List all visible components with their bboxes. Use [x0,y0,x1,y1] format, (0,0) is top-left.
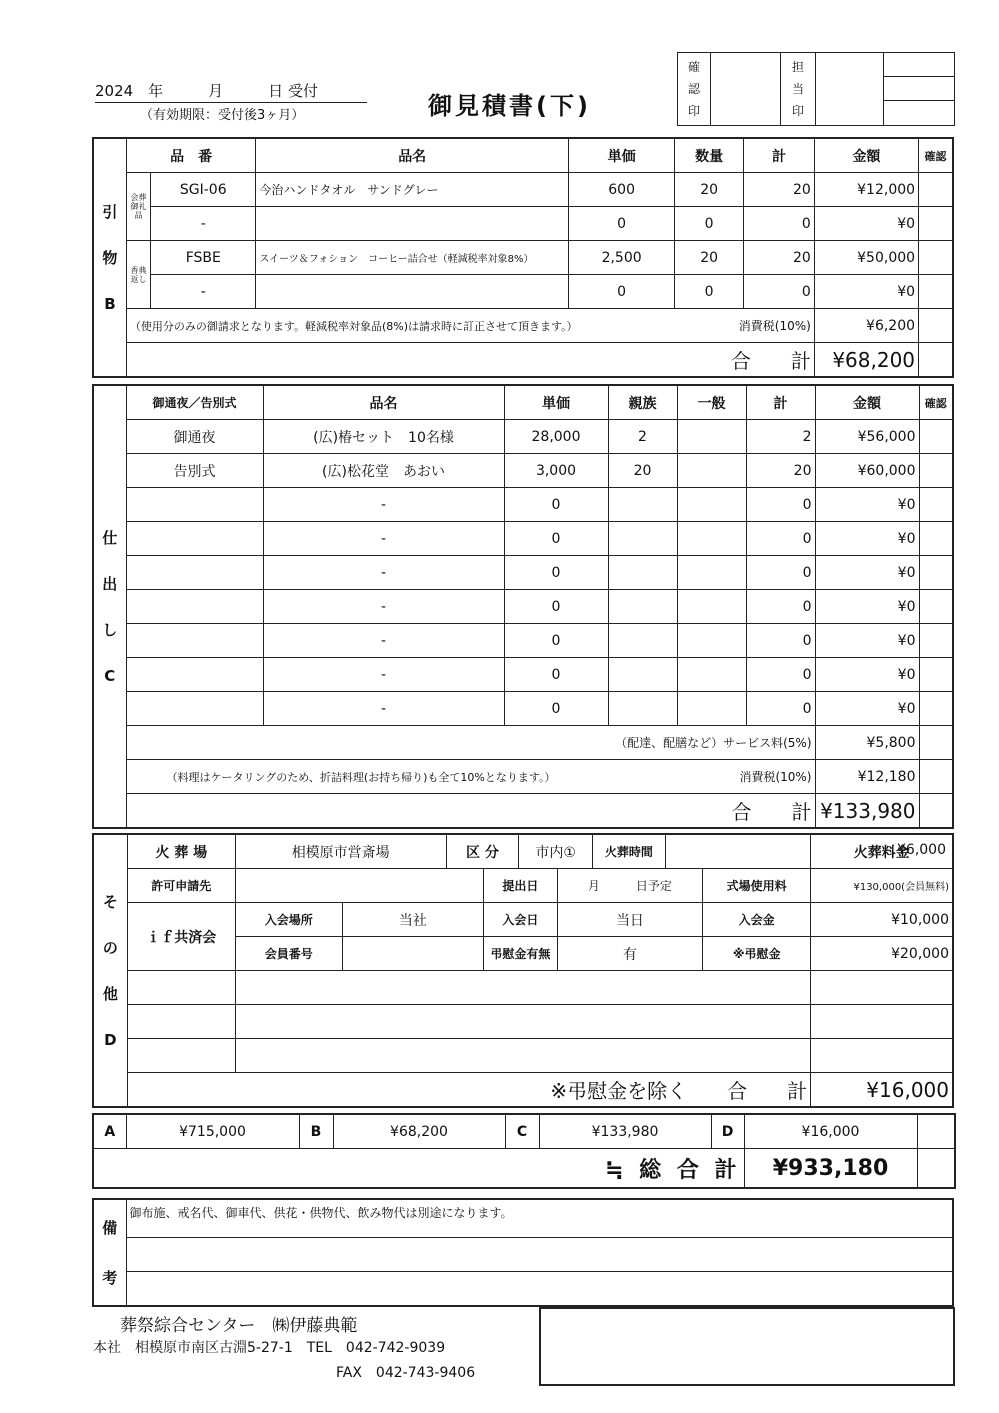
catering-relatives [608,556,677,590]
validity-note: （有効期限：受付後3ヶ月） [140,108,305,123]
cremation-time-label: 火葬時間 [593,834,666,869]
col-header-amount: 金額 [815,385,919,420]
check-cell[interactable] [919,207,953,241]
catering-total: 0 [746,658,815,692]
col-header-relatives: 親族 [608,385,677,420]
catering-relatives [608,692,677,726]
crematorium: 相模原市営斎場 [235,834,446,869]
total-d-label: D [711,1114,744,1149]
section-c-label: 仕 出 し C [93,385,126,828]
check-cell[interactable] [919,556,953,590]
catering-relatives [608,488,677,522]
total-c: ¥133,980 [539,1114,711,1149]
permit [235,869,483,903]
catering-price: 0 [504,488,608,522]
total-a-label: A [93,1114,126,1149]
check-cell[interactable] [919,173,953,207]
catering-total: 2 [746,420,815,454]
section-c-sum-label: 合 計 [126,794,815,829]
catering-general [677,658,746,692]
blank-cell[interactable] [235,1005,810,1039]
item-price: 2,500 [569,241,675,275]
catering-total: 0 [746,556,815,590]
join-place: 当社 [342,903,483,937]
section-c-table [92,384,954,829]
section-c-sum: ¥133,980 [815,794,919,829]
section-c-tax-label: 消費税(10%) [677,760,815,794]
member-no [342,937,483,971]
date-line: 2024 年 月 日 受付 [95,80,367,103]
member-no-label: 会員番号 [235,937,342,971]
section-b-sum-label: 合 計 [126,343,814,378]
blank-cell[interactable] [811,971,953,1005]
catering-amount: ¥56,000 [815,420,919,454]
hall-fee: ¥130,000(会員無料) [811,869,953,903]
confirm-stamp-area[interactable] [711,53,781,126]
catering-general [677,454,746,488]
item-code: - [151,275,256,309]
catering-amount: ¥60,000 [815,454,919,488]
item-code: FSBE [151,241,256,275]
check-cell[interactable] [919,522,953,556]
catering-total: 20 [746,454,815,488]
catering-event [126,488,263,522]
check-cell[interactable] [919,624,953,658]
catering-general [677,420,746,454]
section-d-sum: ¥16,000 [811,1073,953,1108]
blank-cell[interactable] [235,1039,810,1073]
catering-total: 0 [746,624,815,658]
section-d-label: そ の 他 D [93,834,127,1107]
item-qty: 0 [675,275,744,309]
catering-general [677,488,746,522]
stamp-cell[interactable] [884,53,955,77]
catering-general [677,692,746,726]
blank-cell[interactable] [811,1039,953,1073]
blank-cell[interactable] [811,1005,953,1039]
check-cell[interactable] [919,590,953,624]
catering-event: 御通夜 [126,420,263,454]
catering-price: 0 [504,624,608,658]
catering-relatives [608,590,677,624]
col-header-qty: 数量 [675,138,744,173]
item-price: 600 [569,173,675,207]
catering-price: 0 [504,658,608,692]
catering-relatives: 20 [608,454,677,488]
catering-event [126,658,263,692]
division-label: 区 分 [446,834,519,869]
catering-name: - [263,624,504,658]
col-header-price: 単価 [569,138,675,173]
remarks-line[interactable] [126,1272,953,1307]
condolence-amount: ¥20,000 [811,937,953,971]
section-c-note: （料理はケータリングのため、折詰料理(お持ち帰り)も全て10%となります。） [126,760,677,794]
item-amount: ¥50,000 [814,241,918,275]
col-header-check: 確認 [919,385,953,420]
item-price: 0 [569,207,675,241]
hall-fee-label: 式場使用料 [703,869,811,903]
remarks-line: 御布施、戒名代、御車代、供花・供物代、飲み物代は別途になります。 [126,1199,953,1238]
item-qty: 20 [675,173,744,207]
col-header-check: 確認 [919,138,953,173]
col-header-name: 品名 [256,138,569,173]
crematorium-label: 火 葬 場 [127,834,235,869]
stamp-cell[interactable] [884,101,955,126]
catering-relatives: 2 [608,420,677,454]
check-cell[interactable] [919,275,953,309]
cremation-time [665,834,810,869]
catering-general [677,624,746,658]
check-cell[interactable] [919,309,953,343]
catering-amount: ¥0 [815,488,919,522]
catering-name: - [263,658,504,692]
catering-event [126,522,263,556]
catering-amount: ¥0 [815,624,919,658]
total-b-label: B [299,1114,333,1149]
catering-general [677,590,746,624]
col-header-general: 一般 [677,385,746,420]
item-total: 20 [744,241,815,275]
catering-price: 3,000 [504,454,608,488]
col-header-price: 単価 [504,385,608,420]
blank-cell[interactable] [127,1005,235,1039]
stamp-cell[interactable] [884,76,955,101]
catering-name: (広)椿セット 10名様 [263,420,504,454]
catering-amount: ¥0 [815,556,919,590]
check-cell[interactable] [919,794,953,829]
catering-relatives [608,658,677,692]
remarks-line[interactable] [126,1238,953,1272]
item-price: 0 [569,275,675,309]
stamp-box [677,52,955,126]
cremation-fee-value: ¥6,000 [897,842,946,858]
item-name: スイーツ＆フォション コーヒー詰合せ（軽減税率対象8%） [256,241,569,275]
condolence: 有 [557,937,702,971]
item-qty: 0 [675,207,744,241]
total-a: ¥715,000 [126,1114,299,1149]
company-address: 本社 相模原市南区古淵5-27-1 TEL 042-742-9039 [93,1340,446,1356]
total-d: ¥16,000 [744,1114,917,1149]
catering-event: 告別式 [126,454,263,488]
item-amount: ¥0 [814,275,918,309]
item-total: 0 [744,207,815,241]
catering-amount: ¥0 [815,692,919,726]
staff-stamp-area[interactable] [816,53,884,126]
catering-name: - [263,556,504,590]
join-place-label: 入会場所 [235,903,342,937]
col-header-event: 御通夜／告別式 [126,385,263,420]
catering-total: 0 [746,590,815,624]
col-header-name: 品名 [263,385,504,420]
catering-name: (広)松花堂 あおい [263,454,504,488]
check-cell[interactable] [919,454,953,488]
catering-name: - [263,522,504,556]
company-fax: FAX 042-743-9406 [336,1365,476,1381]
remarks-label: 備 考 [93,1199,126,1306]
catering-general [677,556,746,590]
catering-total: 0 [746,692,815,726]
check-cell[interactable] [919,658,953,692]
catering-event [126,590,263,624]
catering-amount: ¥0 [815,522,919,556]
col-header-total: 計 [746,385,815,420]
service-fee-label: （配達、配膳など）サービス料(5%) [126,726,815,760]
join-fee: ¥10,000 [811,903,953,937]
col-header-code: 品 番 [126,138,256,173]
catering-relatives [608,624,677,658]
section-b-tax: ¥6,200 [814,309,918,343]
catering-price: 0 [504,556,608,590]
catering-name: - [263,488,504,522]
catering-amount: ¥0 [815,590,919,624]
section-d-sum-label: ※弔慰金を除く 合 計 [127,1073,810,1108]
company-name: 葬祭綜合センター ㈱伊藤典範 [120,1316,358,1336]
section-b-label: 引 物 B [93,138,126,377]
section-b-table [92,137,954,378]
catering-event [126,692,263,726]
join-date-label: 入会日 [484,903,558,937]
catering-price: 0 [504,692,608,726]
catering-general [677,522,746,556]
section-b-tax-label: 消費税(10%) [675,309,815,343]
catering-amount: ¥0 [815,658,919,692]
grand-total: ¥933,180 [744,1149,917,1189]
page-title: 御見積書(下) [428,92,591,120]
total-c-label: C [505,1114,539,1149]
catering-price: 0 [504,522,608,556]
check-cell[interactable] [919,488,953,522]
item-total: 0 [744,275,815,309]
category-memorial-gift: 会葬御礼品 [126,173,150,241]
blank-cell[interactable] [127,971,235,1005]
check-cell[interactable] [919,692,953,726]
if-mutual-aid-label: ｉｆ共済会 [127,903,235,971]
item-code: SGI-06 [151,173,256,207]
submit-date-label: 提出日 [484,869,558,903]
blank-cell[interactable] [235,971,810,1005]
catering-event [126,624,263,658]
section-c-tax: ¥12,180 [815,760,919,794]
item-qty: 20 [675,241,744,275]
confirm-stamp-label: 確 認 印 [678,53,711,126]
item-amount: ¥12,000 [814,173,918,207]
item-name [256,207,569,241]
item-name: 今治ハンドタオル サンドグレー [256,173,569,207]
blank-cell[interactable] [127,1039,235,1073]
section-d-table [92,833,954,1108]
total-b: ¥68,200 [333,1114,505,1149]
item-amount: ¥0 [814,207,918,241]
item-total: 20 [744,173,815,207]
join-fee-label: 入会金 [703,903,811,937]
category-return-gift: 香典返し [126,241,150,309]
check-cell[interactable] [917,1149,955,1189]
check-cell[interactable] [917,1114,955,1149]
catering-name: - [263,692,504,726]
cremation-fee-label: 火葬料金 [811,834,953,869]
totals-table [92,1113,956,1189]
permit-label: 許可申請先 [127,869,235,903]
catering-relatives [608,522,677,556]
check-cell[interactable] [919,241,953,275]
col-header-amount: 金額 [814,138,918,173]
remarks-table [92,1198,954,1307]
catering-event [126,556,263,590]
submit-date: 月 日予定 [557,869,702,903]
catering-total: 0 [746,522,815,556]
check-cell[interactable] [919,420,953,454]
company-stamp-box[interactable] [539,1307,955,1386]
item-name [256,275,569,309]
service-fee: ¥5,800 [815,726,919,760]
catering-name: - [263,590,504,624]
catering-price: 0 [504,590,608,624]
section-b-sum: ¥68,200 [814,343,918,378]
condolence-amount-label: ※弔慰金 [703,937,811,971]
check-cell[interactable] [919,726,953,760]
col-header-total: 計 [744,138,815,173]
item-code: - [151,207,256,241]
staff-stamp-label: 担 当 印 [781,53,816,126]
catering-total: 0 [746,488,815,522]
check-cell[interactable] [919,760,953,794]
condolence-label: 弔慰金有無 [484,937,558,971]
check-cell[interactable] [919,343,953,378]
section-b-note: （使用分のみの御請求となります。軽減税率対象品(8%)は請求時に訂正させて頂きます。） [126,309,674,343]
catering-price: 28,000 [504,420,608,454]
grand-total-label: ≒ 総 合 計 [93,1149,744,1189]
join-date: 当日 [557,903,702,937]
division: 市内① [519,834,593,869]
